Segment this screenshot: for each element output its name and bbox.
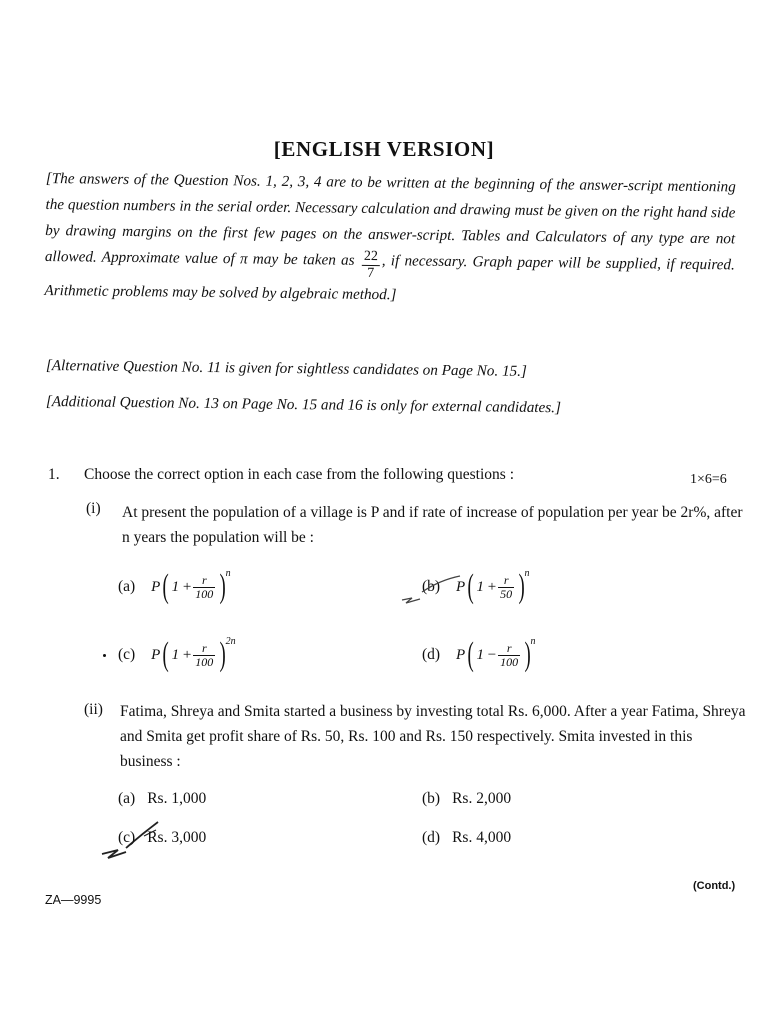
- option-value: Rs. 1,000: [147, 790, 207, 807]
- subquestion-ii-number: (ii): [84, 701, 103, 718]
- note-alternative-question: [Alternative Question No. 11 is given for sightless candidates on Page No. 15.]: [45, 357, 528, 380]
- question-marks: 1×6=6: [690, 472, 727, 487]
- option-label: (a): [118, 577, 136, 595]
- continued-label: (Contd.): [693, 880, 736, 892]
- question-stem: Choose the correct option in each case from the following questions :: [84, 466, 515, 483]
- page-title: [ENGLISH VERSION]: [273, 137, 495, 161]
- instructions-text-part1: [The answers of the Question Nos. 1, 2, 3, 4 are to be written at the beginning of the answer-script mentioning the question numbers in the serial order. Necessary calculation and drawing must be given on the right hand side by drawing margins on the first few pages on the answer-script. Tables and Calculators of any type are not allowed. Approximate value of π may be taken as: [44, 169, 736, 269]
- option-i-a: [118, 568, 231, 605]
- option-i-d: [422, 636, 536, 673]
- option-label: (a): [118, 790, 136, 807]
- pi-approx-fraction: [362, 249, 380, 282]
- option-label: (b): [422, 790, 441, 807]
- stray-dot-mark: [103, 654, 106, 657]
- subquestion-i-text: At present the population of a village is P and if rate of increase of population per year be 2r%, after n years the population will be :: [122, 504, 743, 546]
- option-value: Rs. 4,000: [452, 829, 512, 846]
- option-label: (c): [118, 645, 136, 663]
- note-additional-question: [Additional Question No. 13 on Page No. 15 and 16 is only for external candidates.]: [45, 393, 562, 417]
- paper-code: ZA—9995: [45, 893, 102, 907]
- pi-numerator: 22: [362, 249, 380, 266]
- option-label: (c): [118, 829, 136, 846]
- option-ii-c: [118, 829, 206, 847]
- pencil-tick-mark-icon: [400, 572, 470, 606]
- option-value: Rs. 2,000: [452, 790, 512, 807]
- option-formula: P ( 1 − $\frac{r}{100}$ ) n: [455, 636, 536, 673]
- option-label: (d): [422, 829, 441, 846]
- pi-denominator: 7: [367, 265, 375, 282]
- option-i-c: [118, 636, 236, 673]
- option-ii-a: [118, 790, 206, 808]
- instructions-paragraph: [44, 166, 736, 312]
- instructions-text-part2: , if necessary. Graph paper will be supplied, if required. Arithmetic problems may be solved by algebraic method.]: [44, 252, 735, 304]
- option-formula: P ( 1 + $\frac{r}{100}$ ) n: [151, 568, 231, 605]
- option-formula: P ( 1 + $\frac{r}{100}$ ) 2n: [151, 636, 236, 673]
- option-ii-b: [422, 790, 511, 808]
- question-number: 1.: [48, 466, 60, 483]
- option-label: (d): [422, 645, 441, 663]
- subquestion-i-number: (i): [86, 500, 101, 517]
- option-label: (b): [422, 577, 441, 595]
- option-formula: P ( 1 + $\frac{r}{50}$ ) n: [455, 568, 530, 605]
- option-value: Rs. 3,000: [147, 829, 207, 846]
- option-ii-d: [422, 829, 511, 847]
- subquestion-ii-text: Fatima, Shreya and Smita started a business by investing total Rs. 6,000. After a year Fatima, Shreya and Smita get profit share of Rs. 50, Rs. 100 and Rs. 150 respectively. Smita invested in this business :: [120, 703, 746, 770]
